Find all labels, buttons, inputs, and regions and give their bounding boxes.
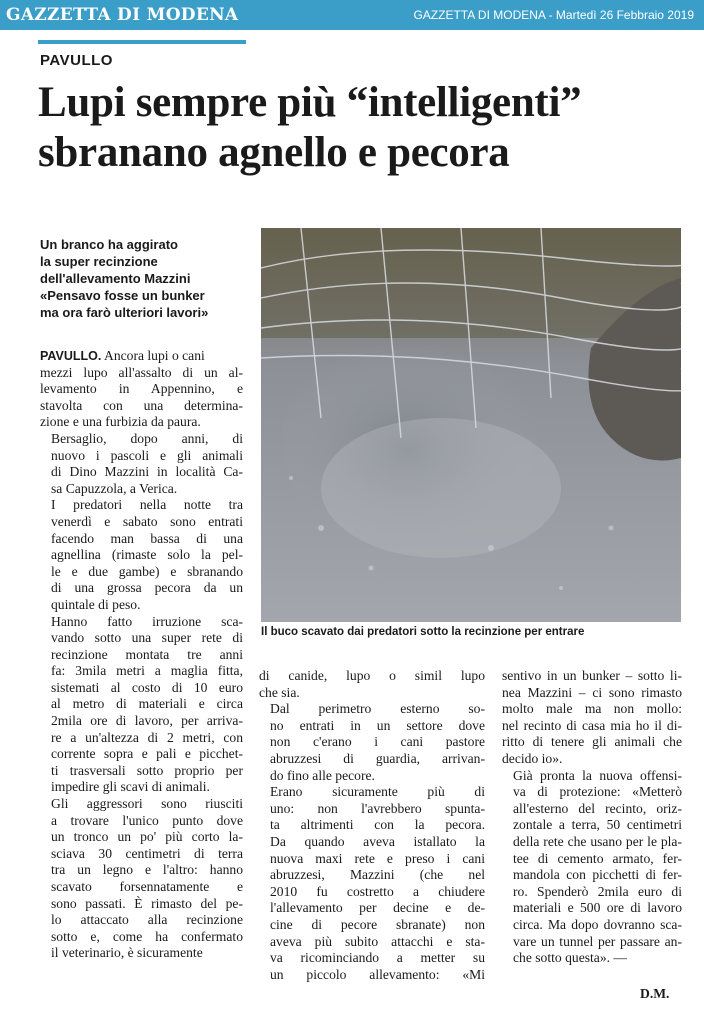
- subhead-line: dell'allevamento Mazzini: [40, 271, 191, 286]
- text-line: decido io».: [502, 750, 563, 766]
- text-line: mandola con picchetti di fer-: [513, 867, 682, 883]
- text-line: 2010 fu costretto a chiudere: [270, 883, 485, 899]
- text-line: nea Mazzini – ci sono rimasto: [502, 684, 682, 700]
- kicker: PAVULLO.: [40, 349, 102, 363]
- text-line: va di protezione: «Metterò: [513, 784, 682, 800]
- text-line: do fino alle pecore.: [270, 767, 375, 783]
- text-line: fa: 3mila metri a maglia fitta,: [51, 663, 243, 679]
- subhead-line: la super recinzione: [40, 254, 158, 269]
- text-line: l'allevamento per decine e de-: [270, 900, 485, 916]
- text-line: le e due gambe) e sbranando: [51, 563, 243, 579]
- text-line: Gli aggressori sono riusciti: [51, 796, 243, 812]
- text-line: di canide, lupo o simil lupo: [259, 668, 485, 683]
- subheadline: [40, 236, 250, 321]
- text-line: aveva più subito attacchi e sta-: [270, 933, 485, 949]
- masthead: [0, 0, 704, 30]
- text-line: nel recinto di casa mia ho il di-: [502, 717, 682, 733]
- text-line: ritto di tenere gli animali che: [502, 734, 682, 750]
- subhead-line: Un branco ha aggirato: [40, 237, 178, 252]
- text-line: che sia.: [259, 684, 300, 700]
- text-line: materiali e 500 ore di lavoro: [513, 900, 682, 916]
- subhead-line: «Pensavo fosse un bunker: [40, 288, 205, 303]
- paragraph: [502, 768, 682, 967]
- paragraph: [40, 614, 243, 797]
- text-line: zione e una furbizia da paura.: [40, 414, 201, 430]
- paragraph: [502, 668, 682, 768]
- text-line: sotto e, come ha confermato: [51, 928, 243, 944]
- text-line: no entrati in un settore dove: [270, 717, 485, 733]
- text-line: Erano sicuramente più di: [270, 784, 485, 800]
- text-line: sono passati. È rimasto del pe-: [51, 895, 243, 911]
- text-line: all'esterno del recinto, oriz-: [513, 800, 682, 816]
- text-line: corrente sopra e pali e picchet-: [51, 746, 243, 762]
- text-line: sa Capuzzola, a Verica.: [51, 480, 178, 496]
- article-column-1: [40, 348, 243, 962]
- text-line: sistemati al costo di 10 euro: [51, 679, 243, 695]
- paragraph: [259, 668, 485, 701]
- text-line: re a un'altezza di 2 metri, con: [51, 729, 243, 745]
- paragraph: [40, 431, 243, 497]
- text-line: impedire gli scavi di animali.: [51, 779, 210, 795]
- photo-caption: Il buco scavato dai predatori sotto la recinzione per entrare: [261, 626, 585, 638]
- headline: [38, 78, 698, 178]
- text-line: vando sotto una super rete di: [51, 630, 243, 646]
- text-line: a trovare l'unico punto dove: [51, 812, 243, 828]
- accent-bar: [38, 40, 246, 44]
- paragraph: [40, 348, 243, 431]
- dateline: GAZZETTA DI MODENA - Martedì 26 Febbraio 2019: [413, 8, 694, 22]
- subhead-line: ma ora farò ulteriori lavori»: [40, 305, 209, 320]
- text-line: abruzzesi di guardia, arrivan-: [270, 750, 485, 766]
- section-label: PAVULLO: [40, 52, 113, 69]
- paragraph: [259, 784, 485, 983]
- text-line: il veterinario, è sicuramente: [51, 945, 203, 961]
- paragraph: [259, 701, 485, 784]
- text-line: al metro di materiali e circa: [51, 696, 243, 712]
- text-line: lo attaccato alla recinzione: [51, 912, 243, 928]
- text-line: 2mila ore di lavoro, per arriva-: [51, 713, 243, 729]
- text-line: un tronco un po' più corto la-: [51, 829, 243, 845]
- text-line: stavolta con una determina-: [40, 397, 243, 413]
- text-line: Ancora lupi o cani: [104, 348, 205, 363]
- text-line: di Dino Mazzini in località Ca-: [51, 464, 243, 480]
- text-line: della rete che usano per le pla-: [513, 833, 682, 849]
- text-line: molto male ma non mollo:: [502, 701, 682, 717]
- text-line: ro. Spenderò 2mila euro di: [513, 883, 682, 899]
- text-line: I predatori nella notte tra: [51, 497, 243, 513]
- text-line: ta altrimenti con la pecora.: [270, 817, 485, 833]
- text-line: scavato forsennatamente e: [51, 879, 243, 894]
- paragraph: [40, 497, 243, 613]
- headline-line: sbranano agnello e pecora: [38, 129, 510, 176]
- text-line: levamento in Appennino, e: [40, 381, 243, 397]
- text-line: va ricominciando a metter su: [270, 950, 485, 966]
- article-column-3: [502, 668, 682, 967]
- text-line: un piccolo allevamento: «Mi: [270, 966, 485, 982]
- text-line: Già pronta la nuova offensi-: [513, 767, 682, 783]
- text-line: facendo man bassa di una: [51, 530, 243, 546]
- text-line: che sotto questa». —: [513, 950, 628, 966]
- text-line: mezzi lupo all'assalto di un al-: [40, 364, 243, 380]
- text-line: non c'erano i cani pastore: [270, 734, 485, 750]
- text-line: quintale di peso.: [51, 596, 141, 612]
- text-line: sentivo in un bunker – sotto li-: [502, 668, 682, 683]
- newspaper-logo: GAZZETTA DI MODENA: [6, 5, 239, 25]
- text-line: tee di cemento armato, fer-: [513, 850, 682, 866]
- text-line: abruzzesi, Mazzini (che nel: [270, 867, 485, 883]
- text-line: nuova maxi rete e preso i cani: [270, 850, 485, 866]
- text-line: uno: non l'avrebbero spunta-: [270, 800, 485, 816]
- byline: D.M.: [640, 986, 670, 1001]
- article-photo: [261, 228, 681, 622]
- text-line: venerdì e sabato sono entrati: [51, 513, 243, 529]
- text-line: circa. Ma dopo dovranno sca-: [513, 916, 682, 932]
- paragraph: [40, 796, 243, 962]
- text-line: zontale a terra, 50 centimetri: [513, 817, 682, 833]
- text-line: Da quando aveva istallato la: [270, 833, 485, 849]
- text-line: di una grossa pecora da un: [51, 580, 243, 596]
- article-column-2: [259, 668, 485, 983]
- text-line: cine di pecore sbranate) non: [270, 916, 485, 932]
- text-line: Dal perimetro esterno so-: [270, 701, 485, 717]
- text-line: Hanno fatto irruzione sca-: [51, 613, 243, 629]
- text-line: agnellina (rimaste solo la pel-: [51, 547, 243, 563]
- text-line: vare un tunnel per passare an-: [513, 933, 682, 949]
- headline-line: Lupi sempre più “intelligenti”: [38, 79, 582, 126]
- text-line: Bersaglio, dopo anni, di: [51, 430, 243, 446]
- text-line: tra un legno e l'altro: hanno: [51, 862, 243, 878]
- text-line: ti trasversali sotto proprio per: [51, 762, 243, 778]
- text-line: nuovo i pascoli e gli animali: [51, 447, 243, 463]
- text-line: sciava 30 centimetri di terra: [51, 845, 243, 861]
- text-line: recinzione montata tre anni: [51, 646, 243, 662]
